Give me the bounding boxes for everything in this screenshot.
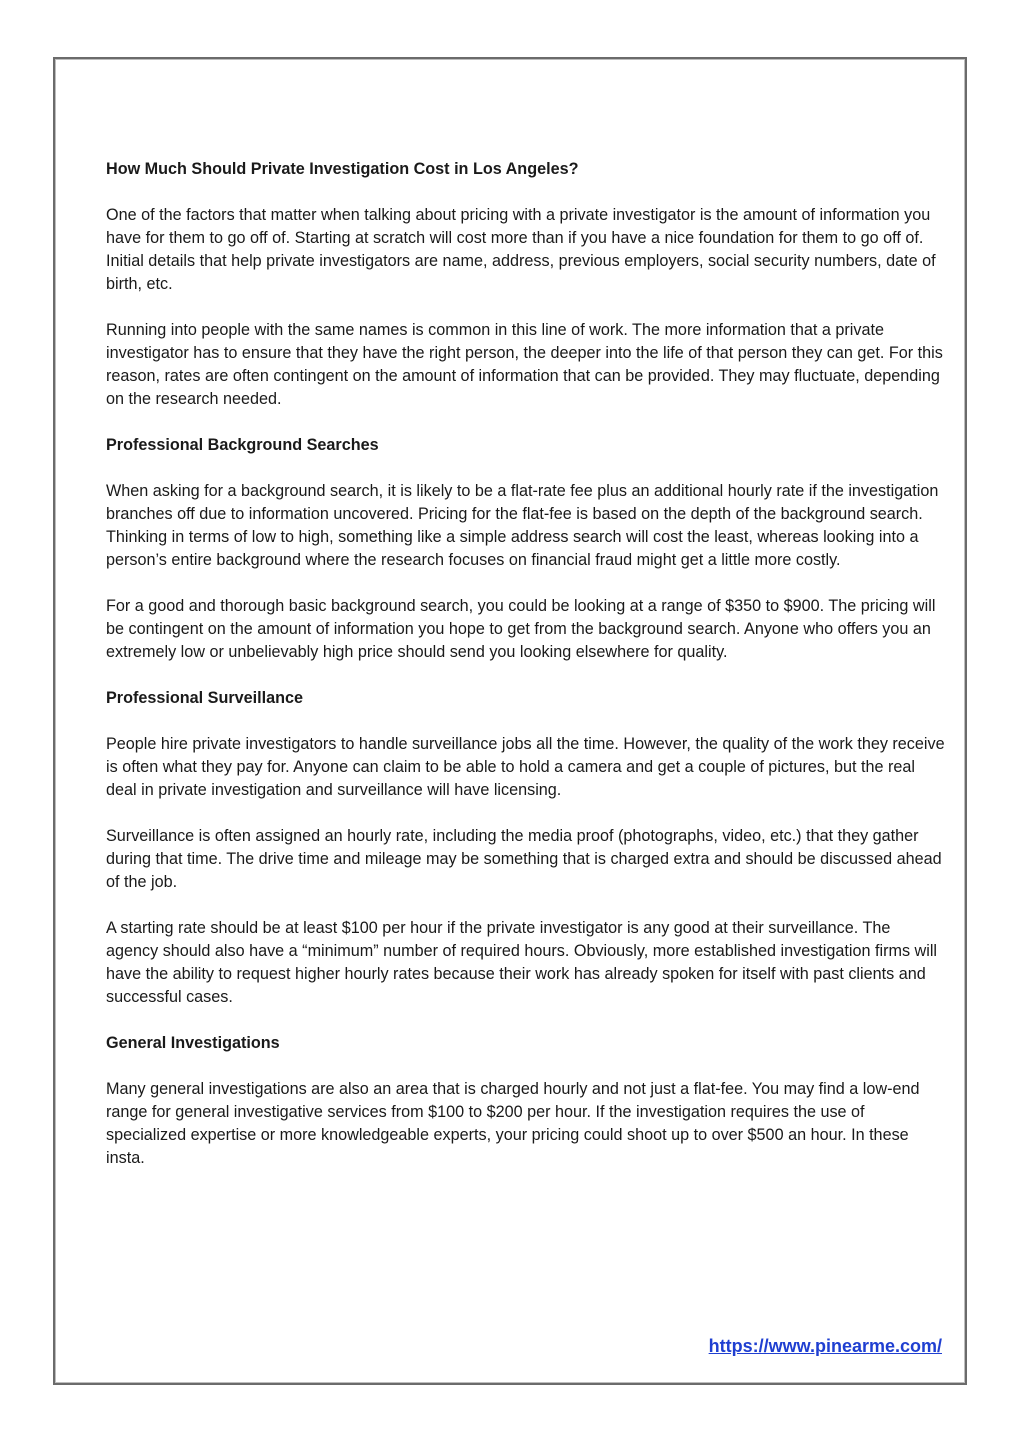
section-heading-surveillance: Professional Surveillance [106,689,304,707]
intro-paragraph-2: Running into people with the same names is common in this line of work. The more information that a private investigator has to ensure that they have the right person, the deeper into the life of that person they can get. For this reason, rates are often contingent on the amount of information that can be provided. They may fluctuate, depending on the research needed. [106,321,943,408]
document-body [106,158,946,1193]
document-title: How Much Should Private Investigation Cost in Los Angeles? [106,160,579,178]
section-heading-background-searches: Professional Background Searches [106,436,379,454]
surveillance-paragraph-1: People hire private investigators to handle surveillance jobs all the time. However, the quality of the work they receive is often what they pay for. Anyone can claim to be able to hold a camera and get a couple of pictures, but the real deal in private investigation and surveillance will have licensing. [106,735,945,799]
surveillance-paragraph-3: A starting rate should be at least $100 per hour if the private investigator is any good at their surveillance. The agency should also have a “minimum” number of required hours. Obviously, more established investigation firms will have the ability to request higher hourly rates because their work has already spoken for itself with past clients and successful cases. [106,919,938,1006]
footer-website-link[interactable]: https://www.pinearme.com/ [708,1336,942,1356]
section-heading-general-investigations: General Investigations [106,1034,280,1052]
general-investigations-paragraph-1: Many general investigations are also an area that is charged hourly and not just a flat-fee. You may find a low-end range for general investigative services from $100 to $200 per hour. If the investigation requires the use of specialized expertise or more knowledgeable experts, your pricing could shoot up to over $500 an hour. In these insta. [106,1080,920,1167]
intro-paragraph-1: One of the factors that matter when talking about pricing with a private investigator is the amount of information you have for them to go off of. Starting at scratch will cost more than if you have a nice foundation for them to go off of. Initial details that help private investigators are name, address, previous employers, social security numbers, date of birth, etc. [106,206,936,293]
surveillance-paragraph-2: Surveillance is often assigned an hourly rate, including the media proof (photographs, video, etc.) that they gather during that time. The drive time and mileage may be something that is charged extra and should be discussed ahead of the job. [106,827,942,891]
background-searches-paragraph-2: For a good and thorough basic background search, you could be looking at a range of $350 to $900. The pricing will be contingent on the amount of information you hope to get from the background search. Anyone who offers you an extremely low or unbelievably high price should send you looking elsewhere for quality. [106,597,936,661]
background-searches-paragraph-1: When asking for a background search, it is likely to be a flat-rate fee plus an additional hourly rate if the investigation branches off due to information uncovered. Pricing for the flat-fee is based on the depth of the background search. Thinking in terms of low to high, something like a simple address search will cost the least, whereas looking into a person’s entire background where the research focuses on financial fraud might get a little more costly. [106,482,939,569]
